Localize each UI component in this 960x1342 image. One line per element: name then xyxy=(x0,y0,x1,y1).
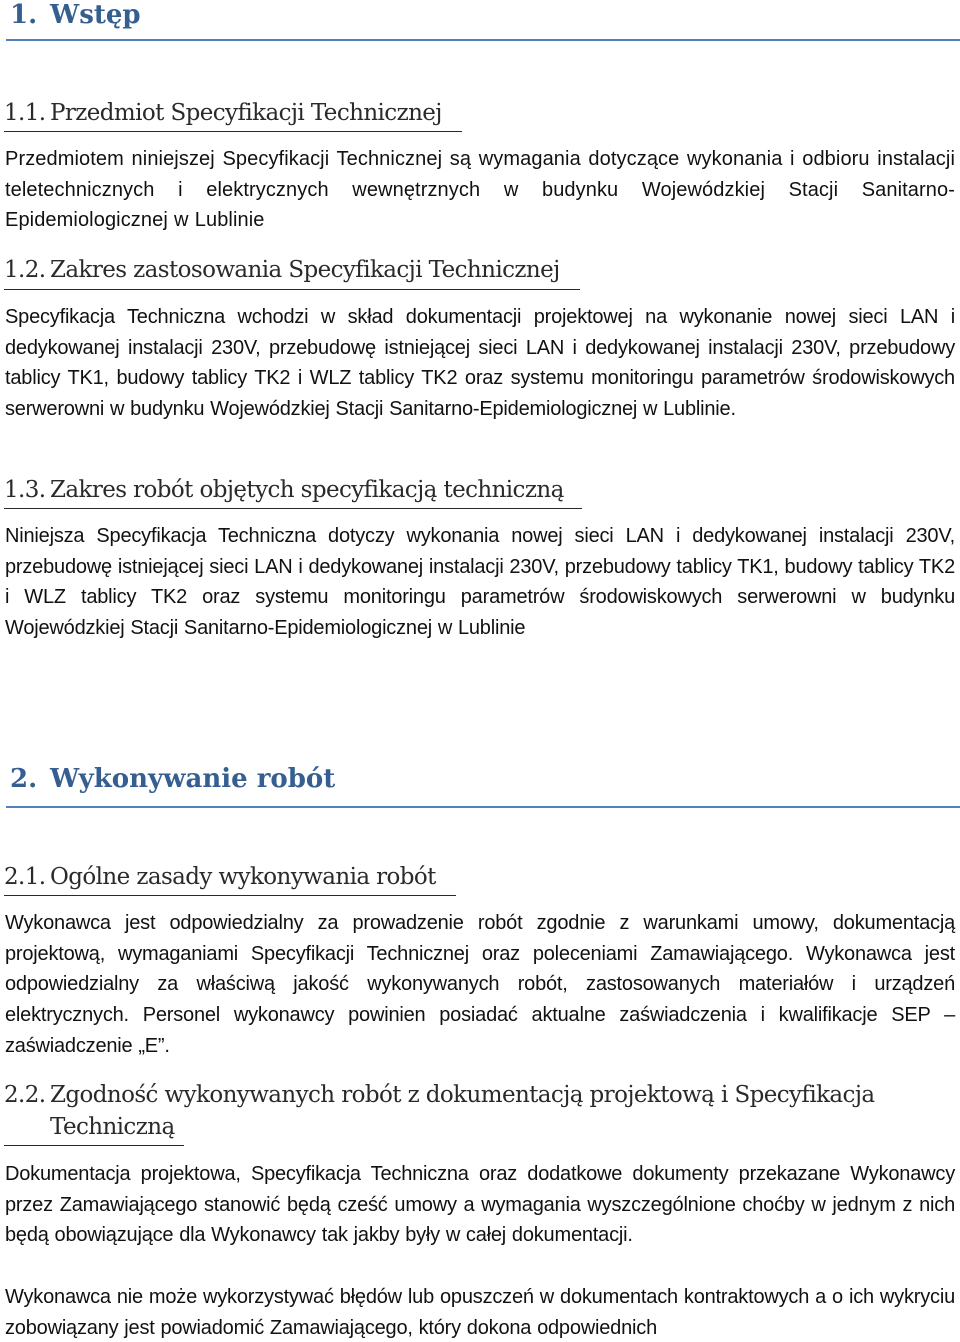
paragraph-2-1: Wykonawca jest odpowiedzialny za prowadzenie robót zgodnie z warunkami umowy, dokumentacją projektową, wymaganiami Specyfikacji Technicznej oraz poleceniami Zamawiającego. Wykonawca jest odpowiedzialny za właściwą jakość wykonywanych robót, zastosowanych materiałów i urządzeń elektrycznych. Personel wykonawcy powinien posiadać aktualne zaświadczenia i kwalifikacje SEP – zaświadczenie „E”. xyxy=(5,912,955,1057)
heading-2-1-number: 2.1. xyxy=(4,864,46,890)
heading-1-3-number: 1.3. xyxy=(4,477,46,503)
heading-1-1-title: Przedmiot Specyfikacji Technicznej xyxy=(50,100,442,126)
heading-2 xyxy=(10,764,335,794)
heading-1 xyxy=(10,0,141,30)
paragraph-1-3: Niniejsza Specyfikacja Techniczna dotyczy wykonania nowej sieci LAN i dedykowanej instalacji 230V, przebudowę istniejącej sieci LAN i dedykowanej instalacji 230V, przebudowy tablicy TK1, budowy tablicy TK2 i WLZ tablicy TK2 oraz systemu monitoringu parametrów środowiskowych serwerowni w budynku Wojewódzkiej Stacji Sanitarno-Epidemiologicznej w Lublinie xyxy=(5,525,955,640)
heading-1-1-rule xyxy=(4,131,462,132)
paragraph-1-1: Przedmiotem niniejszej Specyfikacji Technicznej są wymagania dotyczące wykonania i odbioru instalacji teletechnicznych i elektrycznych wewnętrznych w budynku Wojewódzkiej Stacji Sanitarno-Epidemiologicznej w Lublinie xyxy=(5,148,955,232)
heading-1-3-rule xyxy=(4,508,582,509)
heading-1-1 xyxy=(4,100,442,126)
paragraph-2-2-b: Wykonawca nie może wykorzystywać błędów lub opuszczeń w dokumentach kontraktowych a o ich wykryciu zobowiązany jest powiadomić Zamawiającego, który dokona odpowiednich xyxy=(5,1286,955,1339)
heading-1-3-title: Zakres robót objętych specyfikacją techniczną xyxy=(50,477,564,503)
heading-1-number: 1. xyxy=(10,0,38,30)
heading-1-2-title: Zakres zastosowania Specyfikacji Technicznej xyxy=(50,257,560,283)
heading-1-2 xyxy=(4,257,560,283)
heading-2-2-title-line2: Techniczną xyxy=(50,1114,175,1140)
paragraph-1-2: Specyfikacja Techniczna wchodzi w skład dokumentacji projektowej na wykonanie nowej sieci LAN i dedykowanej instalacji 230V, przebudowę istniejącej sieci LAN i dedykowanej instalacji 230V, przebudowy tablicy TK1, budowy tablicy TK2 i WLZ tablicy TK2 oraz systemu monitoringu parametrów środowiskowych serwerowni w budynku Wojewódzkiej Stacji Sanitarno-Epidemiologicznej w Lublinie. xyxy=(5,306,955,421)
heading-1-rule xyxy=(6,39,960,41)
heading-2-1-rule xyxy=(4,895,456,896)
heading-1-2-rule xyxy=(4,289,580,290)
heading-2-title: Wykonywanie robót xyxy=(50,764,336,794)
heading-1-3 xyxy=(4,477,564,503)
heading-2-rule xyxy=(6,806,960,808)
heading-2-2-continuation xyxy=(50,1114,175,1140)
paragraph-2-2-a: Dokumentacja projektowa, Specyfikacja Techniczna oraz dodatkowe dokumenty przekazane Wykonawcy przez Zamawiającego stanowić będą cześć umowy a wymagania wyszczególnione choćby w jednym z nich będą obowiązujące dla Wykonawcy tak jakby były w całej dokumentacji. xyxy=(5,1163,955,1247)
heading-1-1-number: 1.1. xyxy=(4,100,46,126)
heading-2-1-title: Ogólne zasady wykonywania robót xyxy=(50,864,436,890)
heading-2-2-title-line1: Zgodność wykonywanych robót z dokumentacją projektową i Specyfikacja xyxy=(50,1082,875,1108)
heading-2-1 xyxy=(4,864,436,890)
heading-2-2 xyxy=(4,1082,874,1108)
heading-1-title: Wstęp xyxy=(50,0,141,30)
heading-2-number: 2. xyxy=(10,764,38,794)
heading-1-2-number: 1.2. xyxy=(4,257,46,283)
heading-2-2-rule xyxy=(4,1145,184,1146)
heading-2-2-number: 2.2. xyxy=(4,1082,46,1108)
